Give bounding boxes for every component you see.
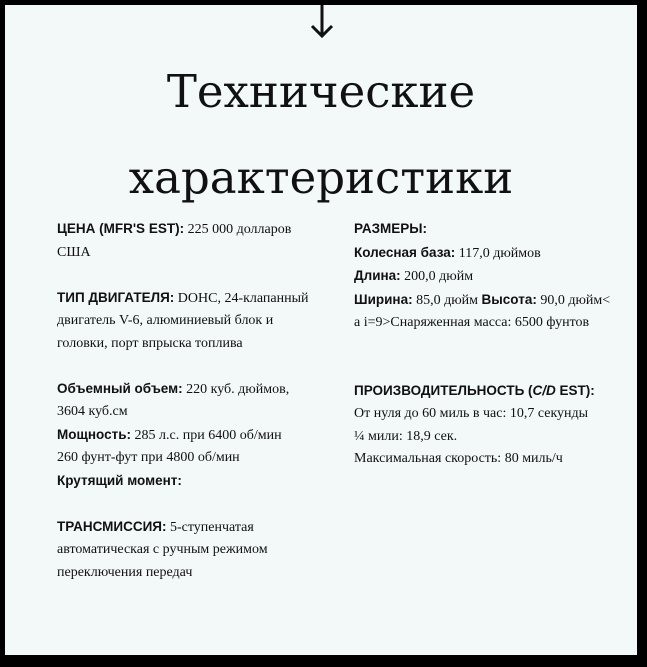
dimensions-spec [354, 218, 614, 335]
top-speed-value: Максимальная скорость: 80 миль/ч [354, 451, 563, 466]
performance-spec [354, 380, 614, 471]
wheelbase-value: 117,0 дюймов [458, 245, 541, 261]
specs-left-column [57, 218, 319, 584]
arrow-down-icon [307, 5, 337, 45]
price-spec [57, 218, 319, 264]
torque-label: Крутящий момент: [57, 472, 182, 488]
height-label: Высота: [481, 291, 537, 307]
dimensions-label: РАЗМЕРЫ: [354, 221, 427, 236]
title-line-2: характеристики [128, 151, 514, 204]
torque-value: 260 фунт-фут при 4800 об/мин [57, 450, 240, 465]
displacement-value: 220 куб. дюймов, 3604 куб.см [57, 381, 290, 419]
length-value: 200,0 дюйм [404, 269, 474, 284]
engine-spec [57, 287, 319, 356]
acceleration-value: От нуля до 60 миль в час: 10,7 секунды [354, 406, 589, 421]
length-label: Длина: [354, 268, 401, 283]
width-label: Ширина: [354, 291, 413, 307]
width-value: 85,0 дюйм [416, 292, 479, 308]
title-line-1: Технические [166, 65, 476, 118]
price-value: 225 000 долларов США [57, 222, 292, 260]
wheelbase-label: Колесная база: [354, 244, 456, 260]
power-label: Мощность: [57, 426, 132, 442]
power-value: 285 л.с. при 6400 об/мин [134, 427, 282, 443]
page-title [5, 49, 637, 221]
transmission-value: 5-ступенчатая автоматическая с ручным режимом переключения передач [57, 519, 268, 580]
quarter-mile-value: ¼ мили: 18,9 сек. [354, 428, 458, 444]
transmission-label: ТРАНСМИССИЯ: [57, 518, 167, 534]
performance-label: ПРОИЗВОДИТЕЛЬНОСТЬ (C/D EST): [354, 382, 595, 398]
displacement-spec [57, 378, 319, 494]
transmission-spec [57, 516, 319, 585]
specs-right-column [354, 218, 614, 471]
engine-label: ТИП ДВИГАТЕЛЯ: [57, 289, 175, 305]
engine-value: DOHC, 24-клапанный двигатель V-6, алюминиевый блок и головки, порт впрыска топлива [57, 290, 309, 351]
spec-panel [5, 5, 637, 655]
price-label: ЦЕНА (MFR'S EST): [57, 221, 185, 236]
displacement-label: Объемный объем: [57, 380, 183, 396]
height-value: 90,0 дюйм< a i=9>Снаряженная масса: 6500 фунтов [354, 292, 611, 330]
